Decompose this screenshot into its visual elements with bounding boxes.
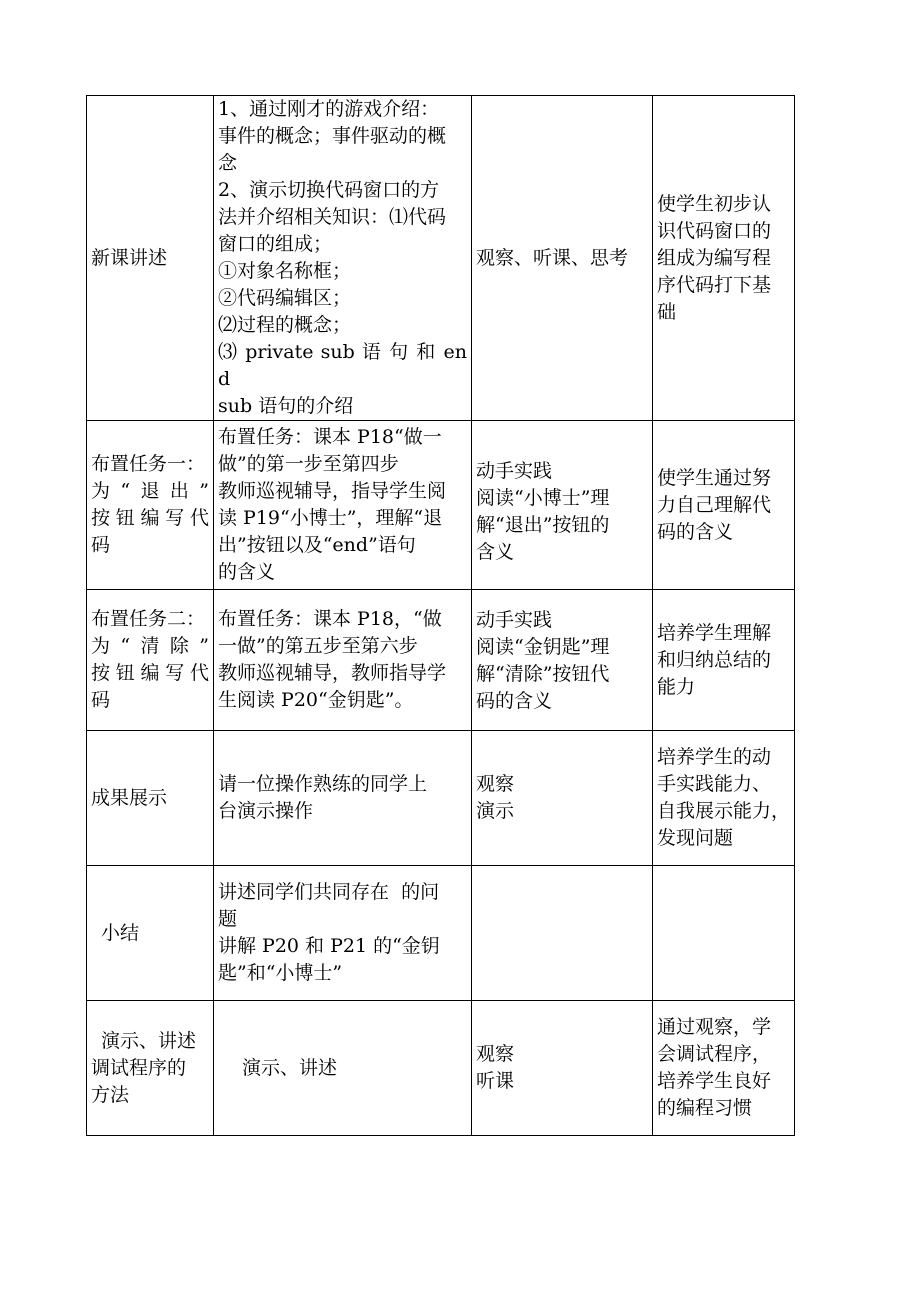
cell-line: 观察、听课、思考 [476, 246, 629, 269]
teacher-activity-cell [214, 731, 472, 866]
cell-line: 和归纳总结的 [657, 648, 772, 671]
cell-line: 使学生初步认 [657, 192, 772, 215]
teacher-activity-cell [214, 96, 472, 421]
purpose-cell [653, 590, 795, 731]
cell-line: 含义 [476, 541, 515, 563]
cell-line: 演示、讲述 [242, 1056, 338, 1079]
cell-line: ⑵过程的概念； [218, 314, 352, 336]
cell-line: 1、通过刚才的游戏介绍： [218, 98, 440, 120]
lesson-plan-table [86, 95, 795, 1136]
cell-line: ①对象名称框； [218, 260, 352, 282]
cell-line: 一做”的第五步至第六步 [218, 635, 418, 657]
cell-line: 观察 [476, 773, 515, 795]
purpose-cell [653, 731, 795, 866]
cell-line: 出”按钮以及“end”语句 [218, 534, 416, 556]
cell-line: 序代码打下基 [657, 273, 772, 296]
table-row [87, 421, 795, 590]
cell-line: 生阅读 P20“金钥匙”。 [218, 689, 414, 711]
cell-line: 台演示操作 [218, 800, 314, 822]
cell-line: ⑶ private sub 语 句 和 end [218, 341, 467, 390]
cell-line: 讲解 P20 和 P21 的“金钥 [218, 935, 440, 957]
cell-line: 教师巡视辅导，指导学生阅 [218, 480, 447, 502]
cell-line: 请一位操作熟练的同学上 [218, 773, 428, 795]
cell-line: 会调试程序， [657, 1043, 772, 1065]
cell-line: 码 [91, 689, 111, 711]
cell-line: 方法 [91, 1083, 130, 1106]
cell-line: 事件的概念；事件驱动的概 [218, 125, 447, 147]
cell-line: 演示、讲述 [101, 1029, 197, 1052]
cell-line: 2、演示切换代码窗口的方 [218, 179, 440, 201]
cell-line: 识代码窗口的 [657, 219, 772, 242]
cell-line: 按钮编写代 [91, 662, 209, 684]
cell-line: 布置任务：课本 P18“做一 [218, 426, 442, 448]
cell-line: 做”的第一步至第四步 [218, 453, 399, 475]
student-activity-cell [472, 731, 653, 866]
cell-line: 码的含义 [657, 520, 734, 543]
cell-line: 成果展示 [91, 786, 168, 809]
cell-line: 培养学生理解 [657, 621, 772, 644]
stage-cell [87, 96, 214, 421]
cell-line: 通过观察，学 [657, 1016, 772, 1038]
cell-line: 的含义 [218, 561, 276, 583]
cell-line: 阅读“小博士”理 [476, 487, 610, 509]
table-row [87, 590, 795, 731]
cell-line: 窗口的组成； [218, 233, 333, 255]
cell-line: 础 [657, 300, 677, 323]
cell-line: 调试程序的 [91, 1056, 187, 1079]
teacher-activity-cell [214, 866, 472, 1001]
stage-cell [87, 590, 214, 731]
student-activity-cell [472, 1001, 653, 1136]
cell-line: 小结 [101, 921, 140, 944]
cell-line: 力自己理解代 [657, 493, 772, 516]
cell-line: 教师巡视辅导，教师指导学 [218, 662, 447, 684]
table-row [87, 96, 795, 421]
cell-line: 读 P19“小博士”，理解“退 [218, 507, 443, 529]
purpose-cell [653, 96, 795, 421]
cell-line: 自我展示能力， [657, 800, 791, 822]
teacher-activity-cell [214, 1001, 472, 1136]
table-row [87, 731, 795, 866]
cell-line: 的编程习惯 [657, 1097, 753, 1119]
cell-line: sub 语句的介绍 [218, 395, 354, 417]
stage-cell [87, 866, 214, 1001]
cell-line: 解“退出”按钮的 [476, 514, 610, 536]
cell-line: 演示 [476, 800, 515, 822]
cell-line: 培养学生的动 [657, 746, 772, 768]
table-row [87, 866, 795, 1001]
cell-line: 按钮编写代 [91, 507, 209, 529]
cell-line: 布置任务：课本 P18，“做 [218, 608, 442, 630]
cell-line: 观察 [476, 1043, 515, 1065]
cell-line: 念 [218, 152, 238, 174]
cell-line: 匙”和“小博士” [218, 962, 343, 984]
purpose-cell [653, 1001, 795, 1136]
purpose-cell [653, 421, 795, 590]
cell-line: 使学生通过努 [657, 466, 772, 489]
stage-cell [87, 1001, 214, 1136]
cell-line: 法并介绍相关知识：⑴代码 [218, 206, 447, 228]
cell-line: 解“清除”按钮代 [476, 663, 610, 685]
cell-line: 码 [91, 534, 111, 556]
purpose-cell [653, 866, 795, 1001]
cell-line: 发现问题 [657, 827, 734, 849]
student-activity-cell [472, 590, 653, 731]
cell-line: 讲述同学们共同存在 的问 [218, 881, 440, 903]
cell-line: 手实践能力、 [657, 773, 772, 795]
teacher-activity-cell [214, 421, 472, 590]
student-activity-cell [472, 96, 653, 421]
cell-line: 动手实践 [476, 460, 553, 482]
cell-line: 码的含义 [476, 690, 553, 712]
cell-line: 布置任务二： [91, 608, 206, 630]
student-activity-cell [472, 421, 653, 590]
cell-line: 组成为编写程 [657, 246, 772, 269]
cell-line: 能力 [657, 675, 696, 698]
teacher-activity-cell [214, 590, 472, 731]
cell-line: 培养学生良好 [657, 1070, 772, 1092]
stage-cell [87, 421, 214, 590]
cell-line: ②代码编辑区； [218, 287, 352, 309]
student-activity-cell [472, 866, 653, 1001]
cell-line: 题 [218, 908, 238, 930]
cell-line: 听课 [476, 1070, 515, 1092]
cell-line: 为“清除” [91, 635, 209, 657]
cell-line: 布置任务一： [91, 453, 206, 475]
cell-line: 动手实践 [476, 609, 553, 631]
cell-line: 为“退出” [91, 480, 209, 502]
table-row [87, 1001, 795, 1136]
stage-cell [87, 731, 214, 866]
cell-line: 新课讲述 [91, 246, 168, 269]
cell-line: 阅读“金钥匙”理 [476, 636, 610, 658]
